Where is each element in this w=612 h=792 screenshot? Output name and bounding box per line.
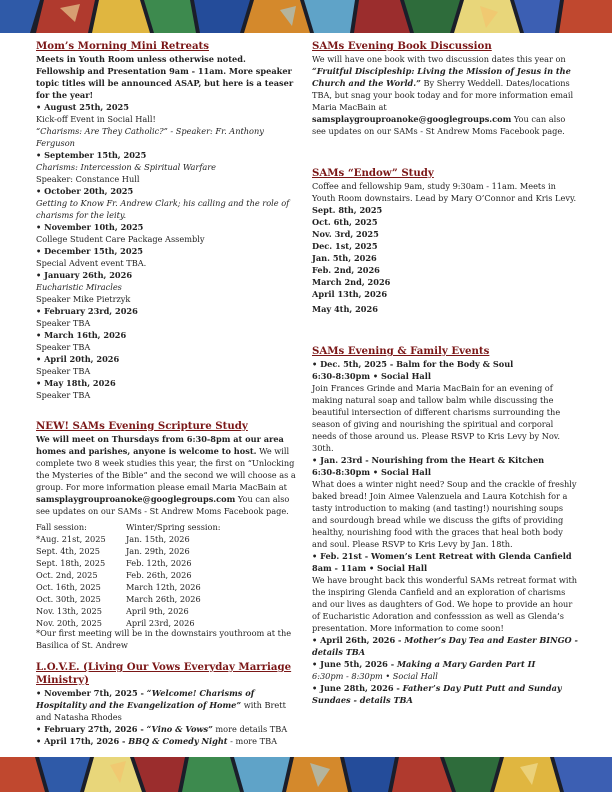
event3-time: 8am - 11am • Social Hall: [312, 563, 428, 573]
retreat-event: [36, 149, 302, 185]
endow-date: May 4th, 2026: [312, 304, 378, 314]
stained-glass-bottom: [0, 757, 612, 792]
scripture-study-body2: You can also see updates on our SAMs - St Andrew Moms Facebook page.: [36, 494, 290, 516]
love-item-detail: with Brett and Natasha Rhodes: [36, 700, 286, 722]
retreat-event-date: • December 15th, 2025: [36, 246, 143, 256]
love-item-list: [36, 687, 302, 747]
endow-heading: SAMs “Endow” Study: [312, 167, 434, 179]
endow-date: March 2nd, 2026: [312, 277, 391, 287]
endow-date: Oct. 6th, 2025: [312, 217, 378, 227]
book-discussion-text1: We will have one book with two discussion dates this year on: [312, 54, 566, 64]
endow-date: Feb. 2nd, 2026: [312, 265, 380, 275]
book-discussion-text3: You can also see updates on our SAMs - St Andrew Moms Facebook page.: [312, 114, 566, 136]
retreat-event: [36, 185, 302, 221]
retreat-event-detail: Speaker Mike Pietrzyk: [36, 294, 131, 304]
retreat-event-date: • April 20th, 2026: [36, 354, 120, 364]
event4-title: Mother’s Day Tea and Easter BINGO - details TBA: [312, 635, 578, 657]
fall-date: Nov. 13th, 2025: [36, 606, 102, 616]
love-section: [36, 661, 302, 747]
retreat-event-detail: College Student Care Package Assembly: [36, 234, 205, 244]
event3-heading: • Feb. 21st - Women’s Lent Retreat with Glenda Canfield: [312, 551, 572, 561]
love-item-date: • February 27th, 2026 -: [36, 724, 147, 734]
retreat-event-date: • March 16th, 2026: [36, 330, 127, 340]
left-column: [36, 40, 302, 747]
fall-session-label: Fall session:: [36, 522, 87, 532]
event5-title: Making a Mary Garden Part II: [396, 659, 536, 669]
event6-date: • June 28th, 2026 -: [312, 683, 403, 693]
winter-date: Feb. 26th, 2026: [126, 570, 192, 580]
love-item: [36, 723, 302, 735]
book-discussion-text2: By Sherry Weddell. Dates/locations TBA, but snag your book today and for more information email Maria MacBain at: [312, 78, 574, 112]
event4-date: • April 26th, 2026 -: [312, 635, 405, 645]
scripture-study-heading: NEW! SAMs Evening Scripture Study: [36, 420, 248, 432]
retreat-event: [36, 377, 302, 401]
event5-time: 6:30pm - 8:30pm • Social Hall: [312, 671, 438, 681]
fall-session: [36, 521, 126, 629]
fall-date: Oct. 16th, 2025: [36, 582, 101, 592]
love-item: [36, 735, 302, 747]
retreat-event: [36, 353, 302, 377]
retreat-event: [36, 269, 302, 305]
book-discussion-email[interactable]: samsplaygrouproanoke@googlegroups.com: [312, 114, 512, 124]
love-item-date: • April 17th, 2026 -: [36, 736, 129, 746]
right-column: [312, 40, 578, 706]
endow-date: Sept. 8th, 2025: [312, 205, 383, 215]
mini-retreats-intro1: Meets in Youth Room unless otherwise noted.: [36, 54, 246, 64]
mini-retreats-intro2: Fellowship and Presentation 9am - 11am. More speaker topic titles will be announced ASAP, but here is a teaser for the year!: [36, 66, 294, 100]
fall-date: Oct. 30th, 2025: [36, 594, 101, 604]
retreat-event-detail: Special Advent event TBA.: [36, 258, 147, 268]
retreat-event-detail: Speaker: Constance Hull: [36, 174, 140, 184]
retreat-event-detail: “Charisms: Are They Catholic?” - Speaker: Fr. Anthony Ferguson: [36, 126, 264, 148]
love-item-title: BBQ & Comedy Night: [128, 736, 228, 746]
winter-date: April 9th, 2026: [126, 606, 189, 616]
love-item-detail: more details TBA: [212, 724, 288, 734]
retreat-event-detail: Eucharistic Miracles: [36, 282, 122, 292]
family-events-heading: SAMs Evening & Family Events: [312, 345, 490, 357]
endow-date: April 13th, 2026: [312, 289, 388, 299]
event5-date: • June 5th, 2026 -: [312, 659, 397, 669]
event6-title: Father’s Day Putt Putt and Sunday Sundaes - details TBA: [312, 683, 562, 705]
event2-time: 6:30-8:30pm • Social Hall: [312, 467, 431, 477]
retreat-event: [36, 245, 302, 269]
love-item-title: “Vino & Vows”: [146, 724, 213, 734]
endow-intro: Coffee and fellowship 9am, study 9:30am - 11am. Meets in Youth Room downstairs. Lead by Mary O’Connor and Kris Levy.: [312, 181, 577, 203]
winter-date: Feb. 12th, 2026: [126, 558, 192, 568]
endow-date: Nov. 3rd, 2025: [312, 229, 379, 239]
event6: [312, 682, 578, 706]
love-item-title: “Welcome! Charisms of Hospitality and the Evangelization of Home”: [36, 688, 255, 710]
winter-session: [126, 521, 246, 629]
endow-date-list: [312, 204, 578, 315]
retreat-event-date: • February 23rd, 2026: [36, 306, 138, 316]
winter-date: Jan. 15th, 2026: [126, 534, 190, 544]
scripture-study-email[interactable]: samsplaygrouproanoke@googlegroups.com: [36, 494, 236, 504]
fall-date: Oct. 2nd, 2025: [36, 570, 98, 580]
love-item-detail: - more TBA: [227, 736, 277, 746]
fall-date: Nov. 20th, 2025: [36, 618, 102, 628]
retreat-event: [36, 305, 302, 329]
winter-date: March 12th, 2026: [126, 582, 201, 592]
retreat-event: [36, 101, 302, 149]
retreat-event: [36, 221, 302, 245]
fall-date: *Aug. 21st, 2025: [36, 534, 106, 544]
winter-date: April 23rd, 2026: [126, 618, 195, 628]
event4: [312, 634, 578, 658]
retreat-event-detail: Charisms: Intercession & Spiritual Warfare: [36, 162, 217, 172]
event3-description: We have brought back this wonderful SAMs retreat format with the inspiring Glenda Canfield and an exploration of charisms and our lives as daughters of God. We hope to provide an hour of Eucharistic Adoration and confesssion as well as Glenda’s presentation. More information to come soon!: [312, 575, 578, 633]
event1-description: Join Frances Grinde and Maria MacBain for an evening of making natural soap and tallow balm while discussing the beautiful intersection of different charisms surrounding the season of giving and nourishing the spiritual and corporal needs of those around us. Please RSVP to Kris Levy by Nov. 30th.: [312, 383, 561, 453]
winter-session-dates: [126, 533, 246, 629]
book-discussion-heading: SAMs Evening Book Discussion: [312, 40, 492, 52]
book-discussion-paragraph: [312, 53, 578, 137]
session-dates: [36, 521, 302, 639]
retreat-event-detail: Speaker TBA: [36, 318, 91, 328]
scripture-study-section: [36, 420, 302, 651]
retreat-event-detail: Speaker TBA: [36, 366, 91, 376]
event2-description: What does a winter night need? Soup and the crackle of freshly baked bread! Join Aimee Valenzuela and Laura Kotchish for a tasty introduction to making (and tasting!) nourishing soups and sourdough bread while we discuss the gifts of providing healthy, nourishing food with the graces that heal both body and soul. Please RSVP to Kris Levy by Jan. 18th.: [312, 479, 577, 549]
winter-session-label: Winter/Spring session:: [126, 522, 221, 532]
winter-date: March 26th, 2026: [126, 594, 201, 604]
love-item-date: • November 7th, 2025 -: [36, 688, 147, 698]
retreat-event-date: • May 18th, 2026: [36, 378, 116, 388]
retreat-event-detail: Speaker TBA: [36, 342, 91, 352]
endow-section: [312, 167, 578, 315]
event2-heading: • Jan. 23rd - Nourishing from the Heart & Kitchen: [312, 455, 545, 465]
fall-date: Sept. 4th, 2025: [36, 546, 101, 556]
event5: [312, 658, 578, 670]
book-discussion-section: [312, 40, 578, 137]
fall-session-dates: [36, 533, 126, 629]
family-events-section: [312, 345, 578, 706]
retreat-event-date: • August 25th, 2025: [36, 102, 129, 112]
scripture-study-paragraph: [36, 433, 302, 517]
retreat-event-date: • September 15th, 2025: [36, 150, 147, 160]
retreat-event-date: • October 20th, 2025: [36, 186, 134, 196]
book-title: “Fruitful Discipleship: Living the Mission of Jesus in the Church and the World.”: [312, 66, 571, 88]
retreat-event-detail: Kick-off Event in Social Hall!: [36, 114, 156, 124]
love-heading: L.O.V.E. (Living Our Vows Everyday Marriage Ministry): [36, 661, 292, 686]
retreat-event-detail: Getting to Know Fr. Andrew Clark; his calling and the role of charisms for the leity.: [36, 198, 290, 220]
mini-retreats-section: [36, 40, 302, 401]
scripture-study-lead: We will meet on Thursdays from 6:30-8pm at our area homes and parishes, anyone is welcome to host.: [36, 434, 284, 456]
scripture-study-note: *Our first meeting will be in the downstairs youthroom at the Basilica of St. Andrew: [36, 628, 292, 650]
scripture-study-body1: We will complete two 8 week studies this year, the first on “Unlocking the Mysteries of the Bible” and the second we will choose as a group. For more information please email Maria MacBain at: [36, 446, 296, 492]
endow-date: Jan. 5th, 2026: [312, 253, 377, 263]
retreat-event-detail: Speaker TBA: [36, 390, 91, 400]
endow-date: Dec. 1st, 2025: [312, 241, 378, 251]
winter-date: Jan. 29th, 2026: [126, 546, 190, 556]
fall-date: Sept. 18th, 2025: [36, 558, 106, 568]
event1-time: 6:30-8:30pm • Social Hall: [312, 371, 431, 381]
mini-retreats-heading: Mom’s Morning Mini Retreats: [36, 40, 209, 52]
love-item: [36, 687, 302, 723]
event1-heading: • Dec. 5th, 2025 - Balm for the Body & Soul: [312, 359, 514, 369]
retreat-event-date: • November 10th, 2025: [36, 222, 144, 232]
retreat-event-date: • January 26th, 2026: [36, 270, 133, 280]
mini-retreats-event-list: [36, 101, 302, 401]
stained-glass-top: [0, 0, 612, 33]
retreat-event: [36, 329, 302, 353]
